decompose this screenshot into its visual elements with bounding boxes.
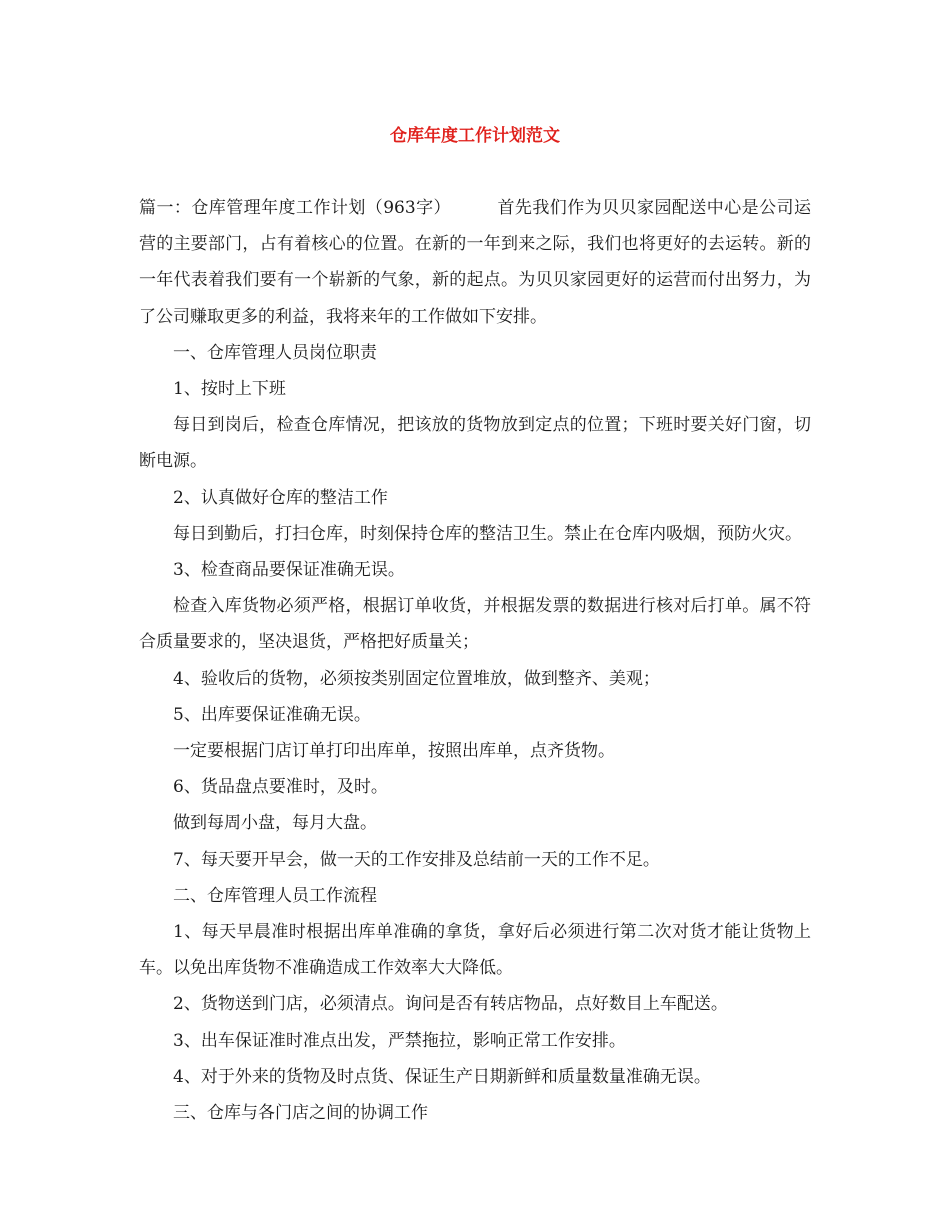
- list-item: 6、货品盘点要准时，及时。: [173, 777, 388, 798]
- document-body: [139, 190, 811, 1131]
- paragraph: 一定要根据门店订单打印出库单，按照出库单，点齐货物。: [173, 741, 615, 762]
- list-item: 1、按时上下班: [173, 379, 286, 400]
- section-heading-1: 一、仓库管理人员岗位职责: [173, 342, 377, 363]
- intro-paragraph: [139, 190, 811, 335]
- list-item: 2、货物送到门店，必须清点。询问是否有转店物品，点好数目上车配送。: [173, 994, 728, 1015]
- list-item: 4、对于外来的货物及时点货、保证生产日期新鲜和质量数量准确无误。: [173, 1066, 711, 1087]
- paragraph: 做到每周小盘，每月大盘。: [173, 813, 377, 834]
- paragraph: 每日到勤后，打扫仓库，时刻保持仓库的整洁卫生。禁止在仓库内吸烟，预防火灾。: [173, 523, 802, 544]
- document-title: 仓库年度工作计划范文: [390, 126, 560, 146]
- paragraph: 检查入库货物必须严格，根据订单收货，并根据发票的数据进行核对后打单。属不符合质量要求的，坚决退货，严格把好质量关；: [139, 596, 811, 653]
- paragraph: 每日到岗后，检查仓库情况，把该放的货物放到定点的位置；下班时要关好门窗，切断电源。: [139, 415, 811, 472]
- list-item: 7、每天要开早会，做一天的工作安排及总结前一天的工作不足。: [173, 849, 660, 870]
- section-heading-2: 二、仓库管理人员工作流程: [173, 885, 377, 906]
- list-item: 3、检查商品要保证准确无误。: [173, 560, 405, 581]
- list-item: 1、每天早晨准时根据出库单准确的拿货，拿好后必须进行第二次对货才能让货物上车。以免出库货物不准确造成工作效率大大降低。: [139, 922, 811, 979]
- list-item: 4、验收后的货物，必须按类别固定位置堆放，做到整齐、美观；: [173, 668, 660, 689]
- intro-heading: 篇一：仓库管理年度工作计划（963字）: [139, 198, 451, 218]
- list-item: 5、出库要保证准确无误。: [173, 704, 371, 725]
- intro-text: 首先我们作为贝贝家园配送中心是公司运营的主要部门，占有着核心的位置。在新的一年到来之际，我们也将更好的去运转。新的一年代表着我们要有一个崭新的气象，新的起点。为贝贝家园更好的运营而付出努力，为了公司赚取更多的利益，我将来年的工作做如下安排。: [139, 198, 811, 327]
- list-item: 2、认真做好仓库的整洁工作: [173, 487, 388, 508]
- section-heading-3: 三、仓库与各门店之间的协调工作: [173, 1103, 428, 1124]
- list-item: 3、出车保证准时准点出发，严禁拖拉，影响正常工作安排。: [173, 1030, 626, 1051]
